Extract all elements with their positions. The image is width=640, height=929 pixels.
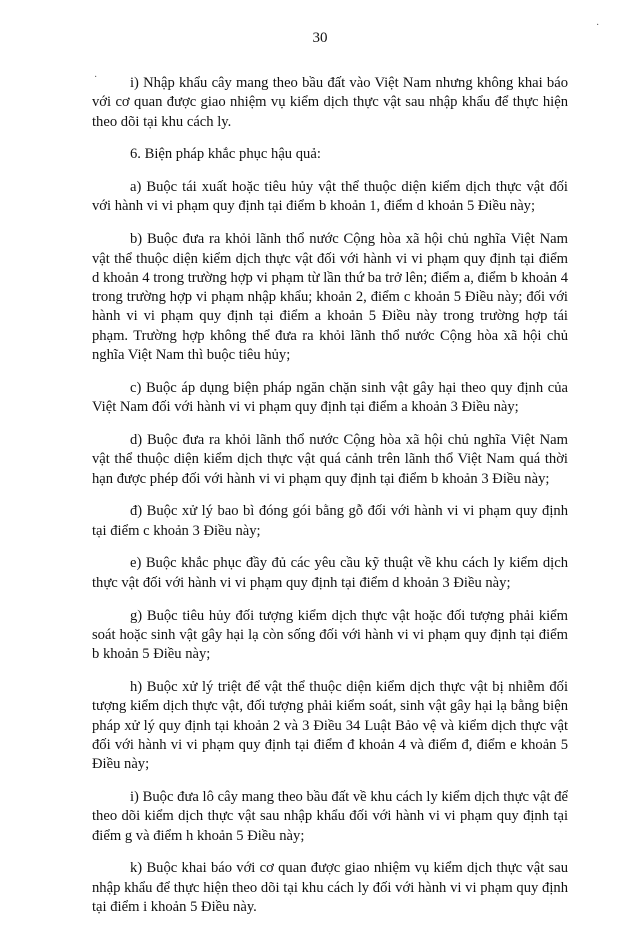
paragraph-measure-dd: đ) Buộc xử lý bao bì đóng gói bằng gỗ đối với hành vi vi phạm quy định tại điểm c khoản 3 Điều này; bbox=[92, 503, 568, 539]
paragraph-measure-k: k) Buộc khai báo với cơ quan được giao nhiệm vụ kiểm dịch thực vật sau nhập khẩu để thực hiện theo dõi tại khu cách ly đối với hành vi vi phạm quy định tại điểm i khoản 5 Điều này. bbox=[92, 860, 568, 915]
paragraph-measure-i: i) Buộc đưa lô cây mang theo bầu đất về khu cách ly kiểm dịch thực vật để theo dõi kiểm dịch thực vật sau nhập khẩu đối với hành vi vi phạm quy định tại điểm g và điểm h khoản 5 Điều này; bbox=[92, 788, 568, 844]
paragraph-measure-a: a) Buộc tái xuất hoặc tiêu hủy vật thể thuộc diện kiểm dịch thực vật đối với hành vi vi phạm quy định tại điểm b khoản 1, điểm d khoản 5 Điều này; bbox=[92, 179, 568, 215]
paragraph-measure-c: c) Buộc áp dụng biện pháp ngăn chặn sinh vật gây hại theo quy định của Việt Nam đối với hành vi vi phạm quy định tại điểm a khoản 3 Điều này; bbox=[92, 379, 568, 416]
paragraph-measure-d: d) Buộc đưa ra khỏi lãnh thổ nước Cộng hòa xã hội chủ nghĩa Việt Nam vật thể thuộc diện kiểm dịch thực vật quá cảnh trên lãnh thổ Việt Nam quá thời hạn được phép đối với hành vi vi phạm quy định tại điểm b khoản 3 Điều này; bbox=[92, 431, 568, 487]
scan-speck: · bbox=[596, 20, 600, 31]
paragraph-measure-e: e) Buộc khắc phục đầy đủ các yêu cầu kỹ thuật về khu cách ly kiểm dịch thực vật đối với hành vi vi phạm quy định tại điểm d khoản 3 Điều này; bbox=[92, 555, 568, 591]
document-body bbox=[92, 74, 568, 929]
scan-speck: · bbox=[94, 72, 98, 83]
paragraph-measure-h: h) Buộc xử lý triệt để vật thể thuộc diện kiểm dịch thực vật bị nhiễm đối tượng kiểm dịch thực vật, đối tượng phải kiểm soát, sinh vật gây hại lạ bằng biện pháp xử lý quy định tại khoản 2 và 3 Điều 34 Luật Bảo vệ và kiểm dịch thực vật đối với hành vi vi phạm quy định tại điểm đ khoản 4 và điểm đ, điểm e khoản 5 Điều này; bbox=[92, 678, 568, 773]
paragraph-item-i-import: i) Nhập khẩu cây mang theo bầu đất vào Việt Nam nhưng không khai báo với cơ quan được giao nhiệm vụ kiểm dịch thực vật sau nhập khẩu để thực hiện theo dõi tại khu cách ly. bbox=[92, 75, 568, 130]
page-number: 30 bbox=[312, 30, 328, 46]
paragraph-measure-g: g) Buộc tiêu hủy đối tượng kiểm dịch thực vật hoặc đối tượng phải kiểm soát hoặc sinh vật gây hại lạ còn sống đối với hành vi vi phạm quy định tại điểm b khoản 5 Điều này; bbox=[92, 607, 568, 663]
section-heading-remedial-measures: 6. Biện pháp khắc phục hậu quả: bbox=[130, 146, 321, 163]
paragraph-measure-b: b) Buộc đưa ra khỏi lãnh thổ nước Cộng hòa xã hội chủ nghĩa Việt Nam vật thể thuộc diện kiểm dịch thực vật đối với hành vi vi phạm quy định tại điểm d khoản 4 trong trường hợp vi phạm từ lần thứ ba trở lên; điểm a, điểm b khoản 4 trong trường hợp vi phạm nhập khẩu; khoản 2, điểm c khoản 5 Điều này; đối với hành vi vi phạm quy định tại điểm a khoản 5 Điều này trong trường hợp tái phạm. Trường hợp không thể đưa ra khỏi lãnh thổ nước Cộng hòa xã hội chủ nghĩa Việt Nam thì buộc tiêu hủy; bbox=[92, 231, 568, 364]
